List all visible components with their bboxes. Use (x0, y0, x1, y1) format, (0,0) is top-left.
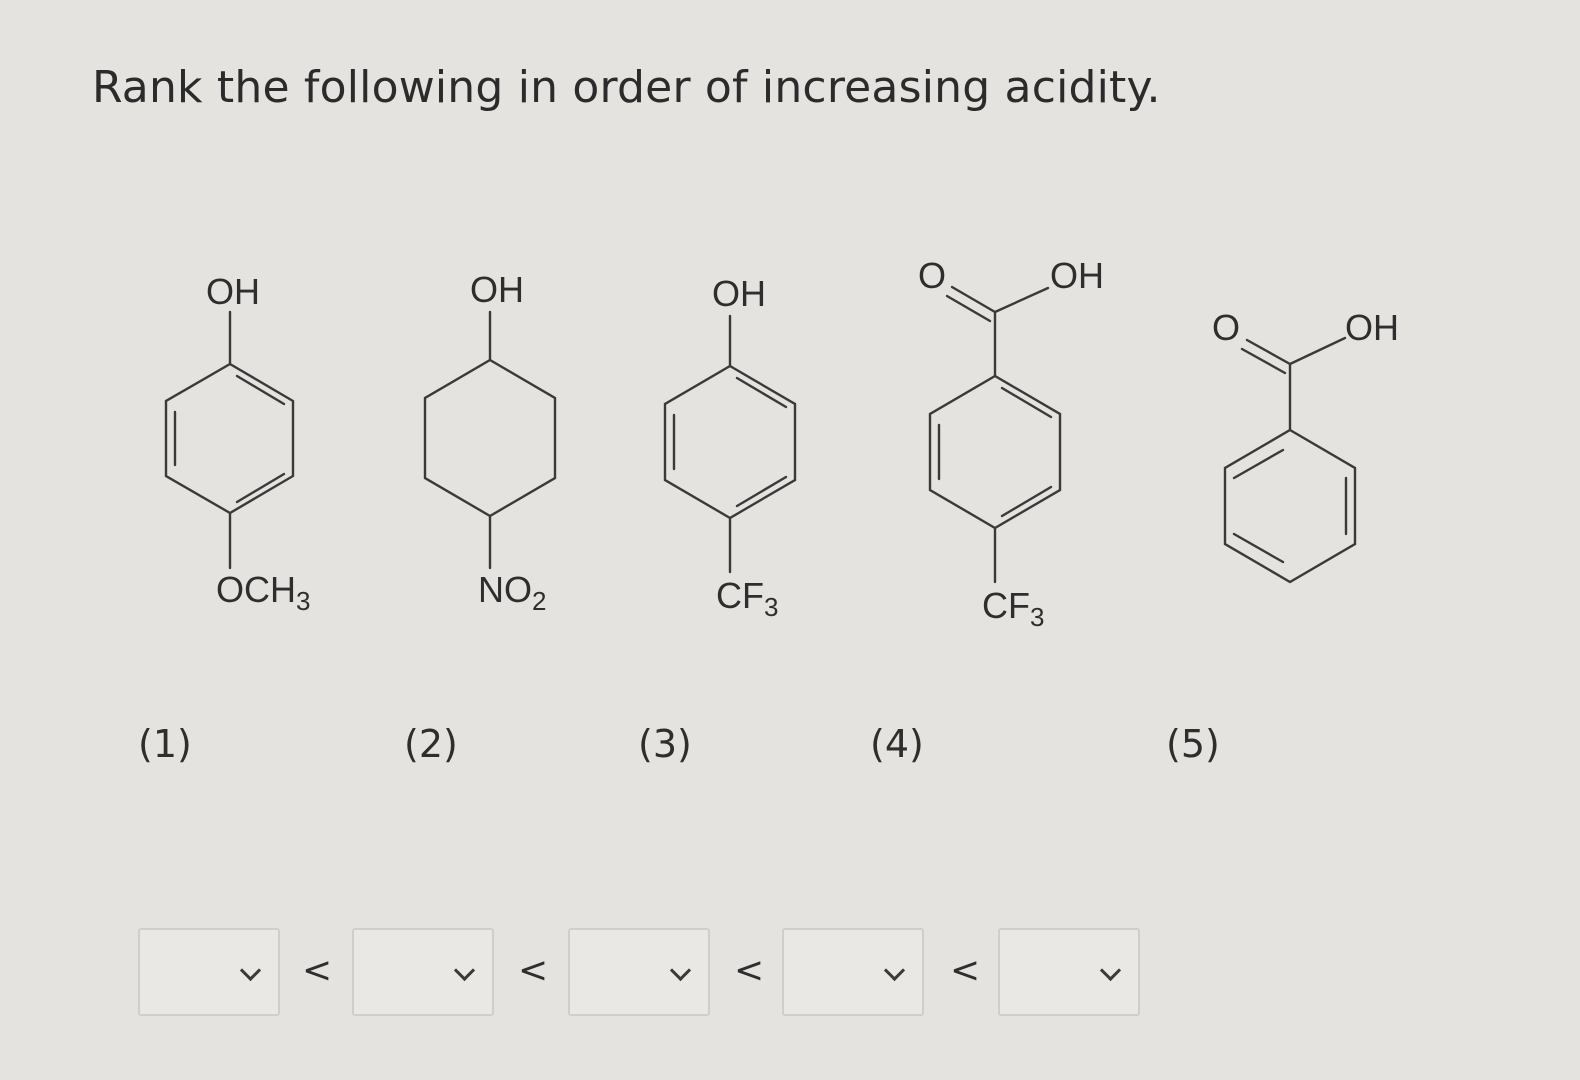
ranking-row (0, 922, 1580, 1032)
oh-label-3: OH (712, 273, 766, 314)
carbonyl-o-label-4: O (918, 255, 947, 296)
question-text: Rank the following in order of increasing acidity. (92, 62, 1161, 113)
compound-number-4: (4) (870, 722, 924, 766)
compound-number-1: (1) (138, 722, 192, 766)
less-than-sign: < (950, 950, 981, 991)
compound-number-5: (5) (1166, 722, 1220, 766)
rank-dropdown-3[interactable] (568, 928, 710, 1016)
rank-dropdown-2[interactable] (352, 928, 494, 1016)
substituent-label-4: $CF_3$ (982, 585, 1045, 632)
structure-compound-4 (918, 255, 1104, 632)
rank-dropdown-1[interactable] (138, 928, 280, 1016)
chevron-down-icon (884, 960, 905, 981)
oh-label-5: OH (1345, 307, 1399, 348)
oh-label-2: OH (470, 269, 524, 310)
rank-dropdown-5[interactable] (998, 928, 1140, 1016)
rank-dropdown-4[interactable] (782, 928, 924, 1016)
compound-number-2: (2) (404, 722, 458, 766)
structure-compound-1 (166, 271, 310, 616)
less-than-sign: < (518, 950, 549, 991)
structure-compound-2 (425, 269, 555, 616)
compound-number-3: (3) (638, 722, 692, 766)
substituent-label-3: $CF_3$ (716, 575, 779, 622)
substituent-label-2: $NO_2$ (478, 569, 547, 616)
structure-compound-3 (665, 273, 795, 622)
structure-compound-5 (1212, 307, 1399, 582)
chevron-down-icon (670, 960, 691, 981)
chevron-down-icon (454, 960, 475, 981)
oh-label-4: OH (1050, 255, 1104, 296)
less-than-sign: < (302, 950, 333, 991)
less-than-sign: < (734, 950, 765, 991)
chevron-down-icon (1100, 960, 1121, 981)
chevron-down-icon (240, 960, 261, 981)
oh-label-1: OH (206, 271, 260, 312)
substituent-label-1: $OCH_3$ (216, 569, 311, 616)
carbonyl-o-label-5: O (1212, 307, 1241, 348)
